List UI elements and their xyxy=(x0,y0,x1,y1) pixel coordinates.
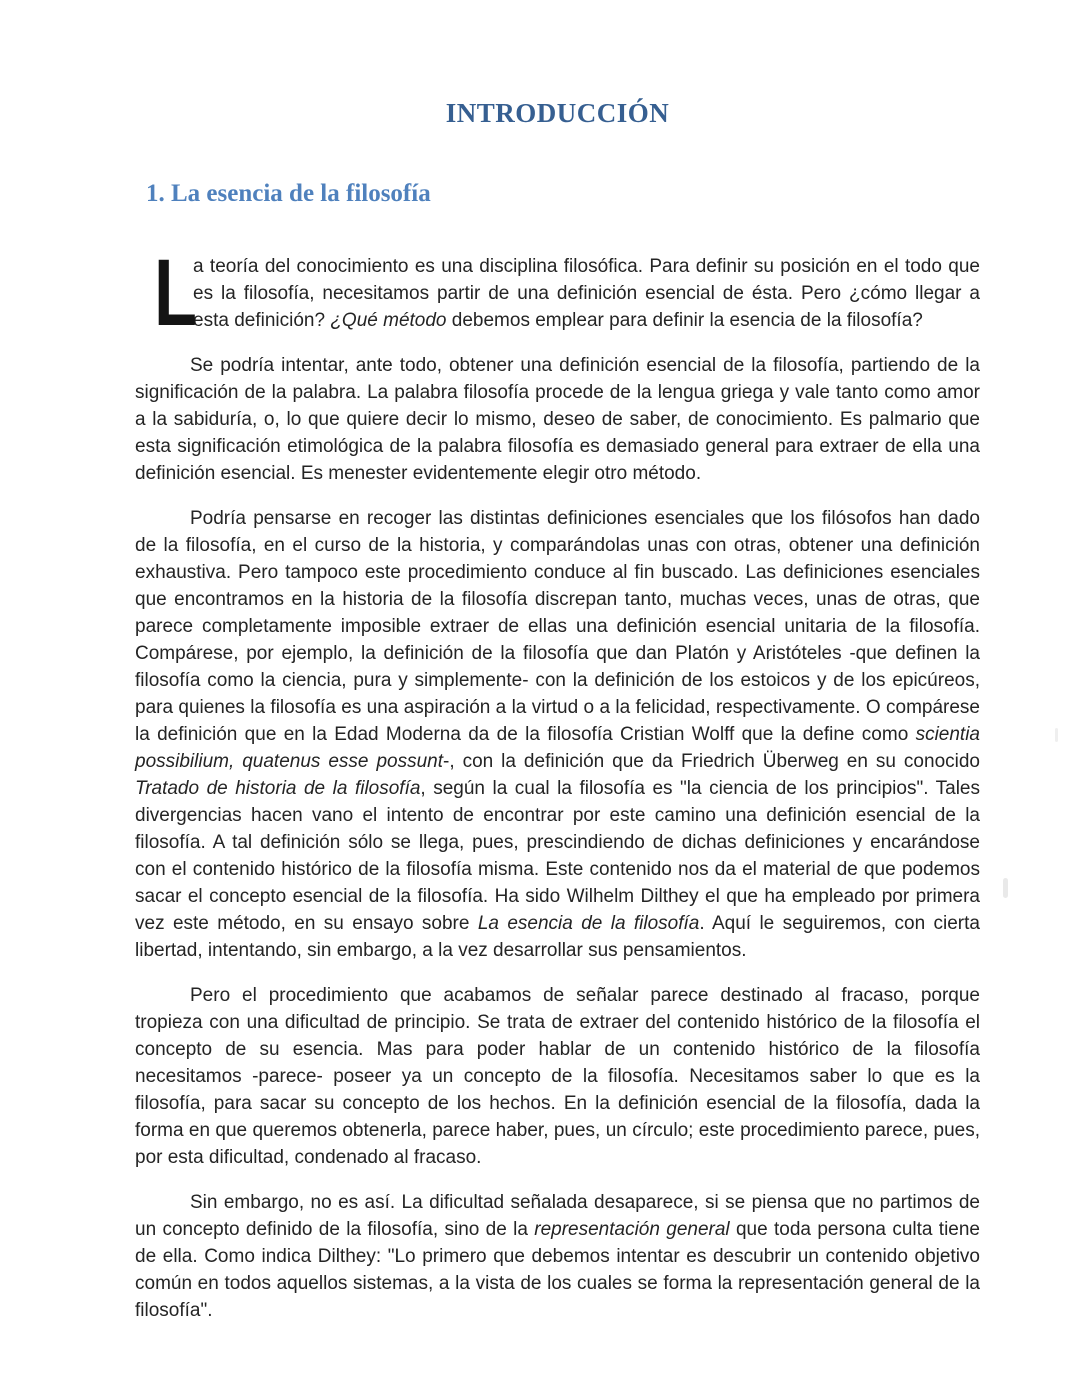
document-body xyxy=(135,240,980,1324)
text-run-italic: scientia possibilium, quatenus esse possunt xyxy=(135,724,980,772)
paragraph-3 xyxy=(135,505,980,964)
drop-cap: L xyxy=(154,240,197,346)
text-run-italic: ¿Qué método xyxy=(330,310,447,331)
text-run: -, con la definición que da Friedrich Überweg en su conocido xyxy=(443,751,980,772)
text-run-italic: representación general xyxy=(534,1219,730,1240)
scan-artifact xyxy=(1003,878,1008,898)
text-run: Pero el procedimiento que acabamos de señalar parece destinado al fracaso, porque tropieza con una dificultad de principio. Se trata de extraer del contenido histórico de la filosofía el concepto de su esencia. Mas para poder hablar de un contenido histórico de la filosofía necesitamos -parece- poseer ya un concepto de la filosofía. Necesitamos saber lo que es la filosofía, para sacar su concepto de los hechos. En la definición esencial de la filosofía, dada la forma en que queremos obtenerla, parece haber, pues, un círculo; este procedimiento parece, pues, por esta dificultad, condenado al fracaso. xyxy=(135,985,980,1168)
text-run: , según la cual la filosofía es "la ciencia de los principios". Tales divergencias hacen vano el intento de encontrar por este camino una definición esencial de la filosofía. A tal definición sólo se llega, pues, prescindiendo de dichas definiciones y encarándose con el contenido histórico de la filosofía misma. Este contenido nos da el material de que podemos sacar el concepto esencial de la filosofía. Ha sido Wilhelm Dilthey el que ha empleado por primera vez este método, en su ensayo sobre xyxy=(135,778,980,934)
text-run: Se podría intentar, ante todo, obtener una definición esencial de la filosofía, partiendo de la significación de la palabra. La palabra filosofía procede de la lengua griega y vale tanto como amor a la sabiduría, o, lo que quiere decir lo mismo, deseo de saber, de conocimiento. Es palmario que esta significación etimológica de la palabra filosofía es demasiado general para extraer de ella una definición esencial. Es menester evidentemente elegir otro método. xyxy=(135,355,980,484)
text-run: que toda persona culta tiene de ella. Como indica Dilthey: "Lo primero que debemos intentar es descubrir un contenido objetivo común en todos aquellos sistemas, a la vista de los cuales se forma la representación general de la filosofía". xyxy=(135,1219,980,1321)
text-run-italic: Tratado de historia de la filosofía xyxy=(135,778,421,799)
text-run: Sin embargo, no es así. La dificultad señalada desaparece, si se piensa que no partimos de un concepto definido de la filosofía, sino de la xyxy=(135,1192,980,1240)
text-run: Podría pensarse en recoger las distintas definiciones esenciales que los filósofos han dado de la filosofía, en el curso de la historia, y comparándolas unas con otras, obtener una definición exhaustiva. Pero tampoco este procedimiento conduce al fin buscado. Las definiciones esenciales que encontramos en la historia de la filosofía discrepan tanto, muchas veces, unas de otras, que parece completamente imposible extraer de ellas una definición esencial unitaria de la filosofía. Compárese, por ejemplo, la definición de la filosofía que dan Platón y Aristóteles -que definen la filosofía como la ciencia, pura y simplemente- con la definición de los estoicos y de los epicúreos, para quienes la filosofía es una aspiración a la virtud o a la felicidad, respectivamente. O compárese la definición que en la Edad Moderna da de la filosofía Cristian Wolff que la define como xyxy=(135,508,980,745)
section-heading: 1. La esencia de la filosofía xyxy=(146,180,431,207)
paragraph-2 xyxy=(135,352,980,487)
scan-artifact xyxy=(1055,728,1058,742)
paragraph-4 xyxy=(135,982,980,1171)
document-title: INTRODUCCIÓN xyxy=(445,98,670,128)
paragraph-5 xyxy=(135,1189,980,1324)
text-run: . Aquí le seguiremos, con cierta libertad, intentando, sin embargo, a la vez desarrollar sus pensamientos. xyxy=(135,913,980,961)
text-run: debemos emplear para definir la esencia de la filosofía? xyxy=(446,310,923,331)
paragraph-1 xyxy=(135,240,980,346)
text-run-italic: La esencia de la filosofía xyxy=(477,913,700,934)
text-run: a teoría del conocimiento es una disciplina filosófica. Para definir su posición en el todo que es la filosofía, necesitamos partir de una definición esencial de ésta. Pero ¿cómo llegar a esta definición? xyxy=(193,256,980,331)
